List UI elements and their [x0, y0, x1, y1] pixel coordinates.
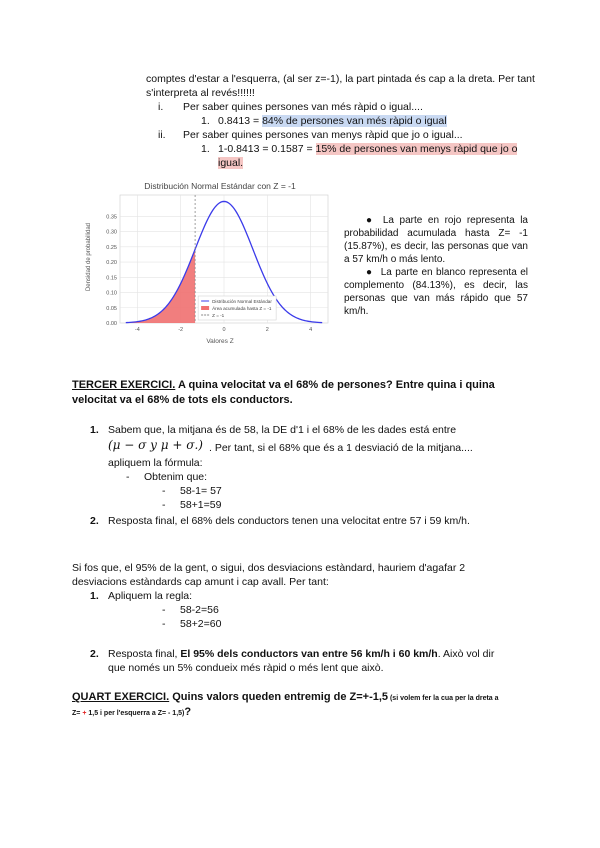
y-tick-label: 0.30 [106, 229, 117, 236]
si-fos-num-1: 1. [90, 590, 99, 602]
quart-title-rest: Quins valors queden entremig de Z=+-1,5 [169, 691, 389, 703]
bullet-dot-icon: ● [366, 267, 373, 278]
result-57: 58-1= 57 [180, 485, 222, 497]
highlight-blue: 84% de persones van més ràpid o igual [262, 115, 447, 127]
answer-pre: Resposta final, [108, 648, 181, 660]
list-marker-ii: ii. [158, 129, 166, 141]
highlight-red: 15% de persones van menys ràpid que jo o [315, 143, 518, 155]
bullet-dot-icon: ● [366, 215, 375, 226]
list-item-i-1 [218, 114, 447, 128]
dash-marker: - [162, 604, 166, 616]
tercer-p1-line-1: Sabem que, la mitjana és de 58, la DE d'1 i el 68% de les dades está entre [108, 424, 457, 436]
tercer-num-1: 1. [90, 424, 99, 436]
x-tick-label: 2 [265, 327, 269, 333]
si-fos-line-1: Si fos que, el 95% de la gent, o sigui, dos desviacions estàndard, hauriem d'agafar 2 [72, 562, 466, 574]
dash-marker: - [162, 618, 166, 630]
bullet-list [344, 214, 528, 318]
list-marker-i: i. [158, 101, 164, 113]
normal-distribution-chart [80, 177, 340, 347]
calc-text: 0.8413 = [218, 115, 263, 127]
tercer-title-underlined: TERCER EXERCICI. [72, 379, 176, 391]
x-tick-label: -2 [178, 327, 184, 333]
y-tick-label: 0.00 [106, 321, 117, 327]
highlight-red: igual. [218, 157, 244, 169]
dash-marker: - [162, 499, 166, 511]
obtenim-text: Obtenim que: [144, 471, 208, 483]
legend-label: Distribución Normal Estándar [212, 298, 272, 304]
quart-title-line-2 [72, 705, 191, 721]
y-tick-label: 0.35 [106, 214, 117, 221]
si-fos-apliquem: Apliquem la regla: [108, 590, 193, 602]
si-fos-answer [108, 647, 528, 661]
bullet-text-1: La parte en rojo representa la probabilidad acumulada hasta Z= -1 (15.87%), es decir, las personas que van a 57 km/h o más lento. [344, 215, 528, 265]
tercer-title-line-2: velocitat va el 68% de tots els conductors. [72, 394, 293, 406]
result-56: 58-2=56 [180, 604, 219, 616]
list-num-ii-1: 1. [201, 143, 210, 155]
quart-question-mark: ? [184, 706, 192, 718]
si-fos-num-2: 2. [90, 648, 99, 660]
quart-note-c: 1,5 i per l'esquerra a Z= - 1,5) [86, 710, 185, 717]
tercer-p2: Resposta final, el 68% dels conductors tenen una velocitat entre 57 i 59 km/h. [108, 515, 470, 527]
intro-line-2: s'interpreta al revés!!!!!! [146, 87, 255, 99]
result-60: 58+2=60 [180, 618, 222, 630]
quart-note-b: Z= [72, 710, 83, 717]
x-tick-label: 4 [309, 327, 313, 333]
bullet-item-2 [344, 266, 528, 318]
si-fos-answer-line-2: que només un 5% condueix més ràpid o més lent que això. [108, 662, 384, 674]
x-tick-label: 0 [222, 327, 226, 333]
y-tick-label: 0.20 [106, 260, 117, 267]
answer-post: . Això vol dir [437, 648, 495, 660]
y-tick-label: 0.25 [106, 244, 117, 251]
quart-note-plus: + [82, 710, 87, 717]
chart-ylabel: Densidad de probabilidad [86, 222, 92, 292]
quart-title-underlined: QUART EXERCICI. [72, 691, 170, 703]
tercer-p1-line-2: . Per tant, si el 68% que és a 1 desviació de la mitjana.... [209, 442, 473, 454]
y-tick-label: 0.10 [106, 290, 117, 297]
formula-mu-sigma: (μ − σ y μ + σ.) [108, 438, 203, 452]
x-tick-label: -4 [134, 327, 140, 333]
list-item-ii: Per saber quines persones van menys ràpid que jo o igual... [183, 129, 463, 141]
result-59: 58+1=59 [180, 499, 222, 511]
quart-note-a: (si volem fer la cua per la dreta a [388, 695, 499, 702]
tercer-title [72, 378, 532, 393]
answer-bold: El 95% dels conductors van entre 56 km/h i 60 km/h [180, 648, 438, 660]
chart-title: Distribución Normal Estándar con Z = -1 [144, 181, 296, 191]
dash-marker: - [126, 471, 130, 483]
tercer-num-2: 2. [90, 515, 99, 527]
y-tick-label: 0.05 [106, 305, 117, 312]
legend-label: Z = -1 [212, 312, 225, 318]
list-item-ii-1 [218, 142, 517, 156]
bullet-item-1 [344, 214, 528, 266]
tercer-p1-line-3: apliquem la fórmula: [108, 457, 203, 469]
tercer-title-rest: A quina velocitat va el 68% de persones? Entre quina i quina [175, 379, 495, 391]
si-fos-line-2: desviacions estàndards cap amunt i cap avall. Per tant: [72, 576, 329, 588]
legend-label: Área acumulada hasta Z = -1 [212, 305, 272, 311]
chart-xlabel: Valores Z [206, 338, 234, 345]
dash-marker: - [162, 485, 166, 497]
calc-text: 1-0.8413 = 0.1587 = [218, 143, 316, 155]
list-item-ii-1-cont [218, 156, 243, 170]
list-num-i-1: 1. [201, 115, 210, 127]
bullet-text-2: La parte en blanco representa el complemento (84.13%), es decir, las personas que van más rápido que 57 km/h. [344, 267, 528, 317]
intro-line-1: comptes d'estar a l'esquerra, (al ser z=-1), la part pintada és cap a la dreta. Per tant [146, 73, 535, 85]
y-tick-label: 0.15 [106, 275, 117, 282]
legend-swatch [201, 306, 209, 310]
chart-svg [80, 177, 340, 347]
list-item-i: Per saber quines persones van més ràpid o igual.... [183, 101, 423, 113]
quart-title [72, 690, 542, 706]
